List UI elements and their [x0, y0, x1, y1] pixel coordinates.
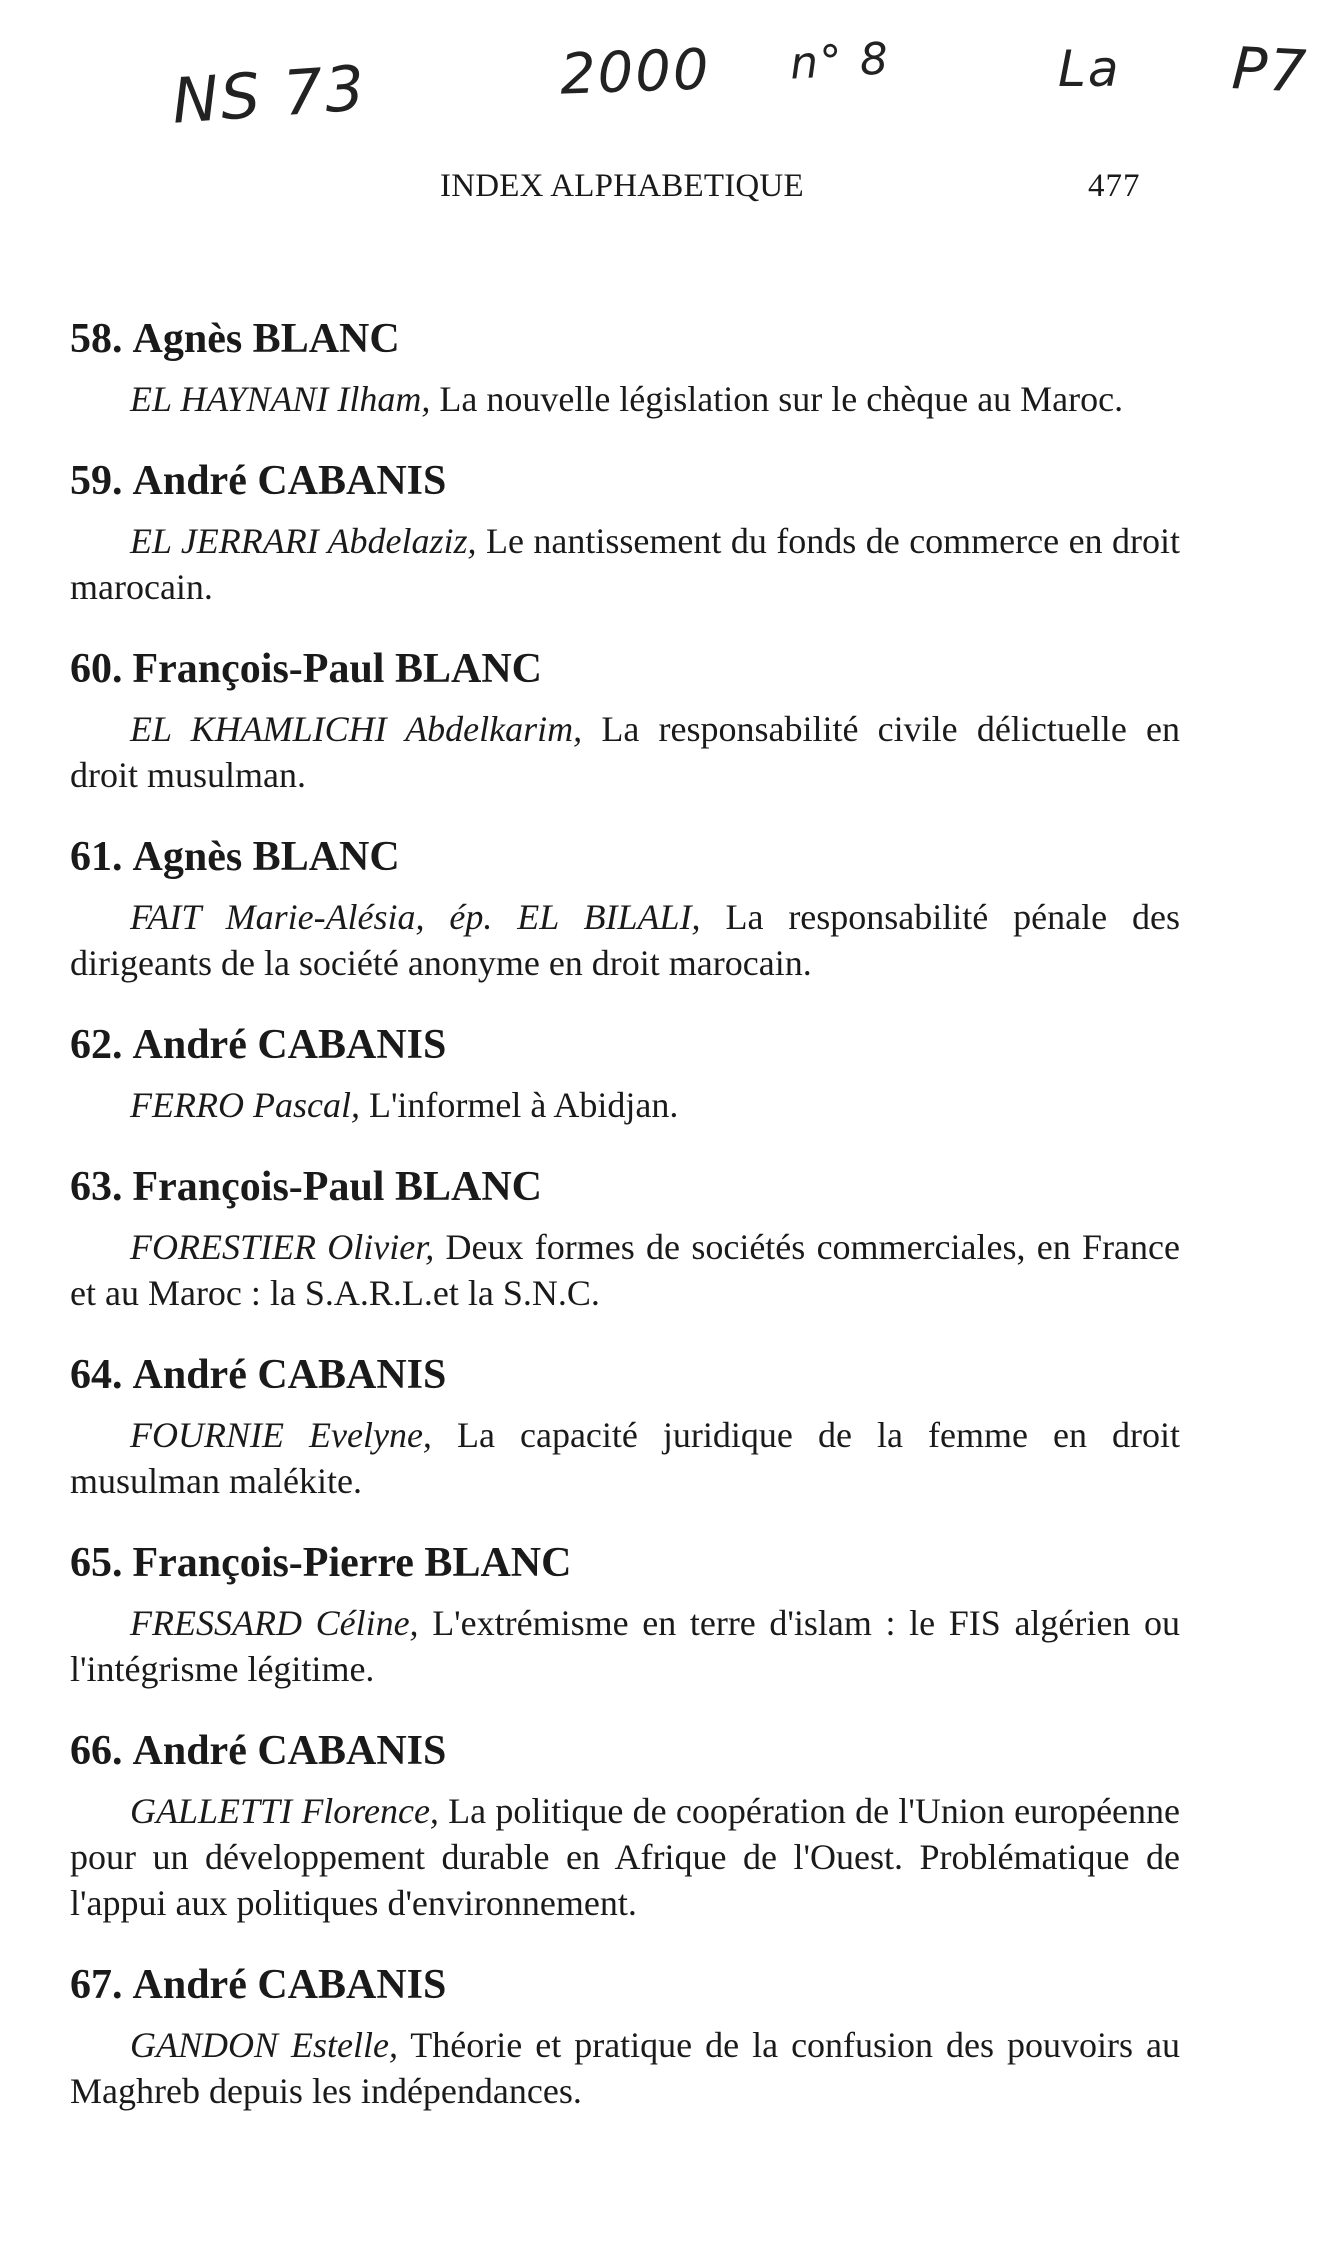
supervisor-name: André CABANIS — [132, 1962, 447, 2008]
entry-description — [70, 894, 1180, 986]
entry-description — [70, 1412, 1180, 1504]
entry-number: 60. — [70, 646, 123, 692]
entry-title: Le nantissement du fonds de commerce en droit marocain. — [70, 521, 1180, 607]
entry-author: FRESSARD Céline, — [130, 1603, 419, 1643]
entry-number: 59. — [70, 458, 123, 504]
entry-number: 61. — [70, 834, 123, 880]
supervisor-name: André CABANIS — [132, 458, 447, 504]
handwritten-note: P7 — [1230, 34, 1310, 106]
entry-heading — [70, 1536, 1180, 1590]
entry-title: La capacité juridique de la femme en droit musulman malékite. — [70, 1415, 1180, 1501]
entry-description — [70, 1788, 1180, 1926]
entry-description — [70, 2022, 1180, 2114]
entry-title: L'extrémisme en terre d'islam : le FIS algérien ou l'intégrisme légitime. — [70, 1603, 1180, 1689]
handwritten-annotations — [0, 30, 1344, 140]
supervisor-name: André CABANIS — [132, 1352, 447, 1398]
supervisor-name: Agnès BLANC — [132, 834, 400, 880]
supervisor-name: André CABANIS — [132, 1022, 447, 1068]
entry-description — [70, 1224, 1180, 1316]
entry-author: EL HAYNANI Ilham, — [130, 379, 431, 419]
supervisor-name: François-Paul BLANC — [132, 646, 542, 692]
index-entry — [70, 1536, 1180, 1692]
entry-author: EL JERRARI Abdelaziz, — [130, 521, 477, 561]
index-entry — [70, 830, 1180, 986]
entry-number: 62. — [70, 1022, 123, 1068]
handwritten-note: La — [1058, 40, 1121, 98]
entry-description — [70, 1082, 1180, 1128]
entry-heading — [70, 1018, 1180, 1072]
entry-description — [70, 706, 1180, 798]
entry-number: 66. — [70, 1728, 123, 1774]
entry-heading — [70, 454, 1180, 508]
index-entry — [70, 1958, 1180, 2114]
running-head — [0, 168, 1344, 218]
entry-description — [70, 518, 1180, 610]
entry-title: La responsabilité civile délictuelle en droit musulman. — [70, 709, 1180, 795]
supervisor-name: François-Paul BLANC — [132, 1164, 542, 1210]
entry-number: 58. — [70, 316, 123, 362]
index-entry — [70, 1724, 1180, 1926]
index-entries — [70, 312, 1180, 2146]
entry-author: FAIT Marie-Alésia, ép. EL BILALI, — [130, 897, 701, 937]
index-entry — [70, 1160, 1180, 1316]
entry-title: La politique de coopération de l'Union européenne pour un développement durable en Afrique de l'Ouest. Problématique de l'appui aux politiques d'environnement. — [70, 1791, 1180, 1923]
index-entry — [70, 642, 1180, 798]
handwritten-note: 2000 — [558, 37, 712, 108]
entry-author: FERRO Pascal, — [130, 1085, 360, 1125]
entry-title: Théorie et pratique de la confusion des pouvoirs au Maghreb depuis les indépendances. — [70, 2025, 1180, 2111]
entry-heading — [70, 1958, 1180, 2012]
running-title: INDEX ALPHABETIQUE — [440, 168, 804, 204]
index-entry — [70, 454, 1180, 610]
entry-title: La nouvelle législation sur le chèque au Maroc. — [430, 379, 1124, 419]
page-number: 477 — [1088, 168, 1141, 204]
supervisor-name: François-Pierre BLANC — [132, 1540, 572, 1586]
entry-number: 63. — [70, 1164, 123, 1210]
entry-number: 67. — [70, 1962, 123, 2008]
entry-heading — [70, 642, 1180, 696]
entry-author: GANDON Estelle, — [130, 2025, 398, 2065]
entry-title: L'informel à Abidjan. — [359, 1085, 679, 1125]
entry-author: EL KHAMLICHI Abdelkarim, — [130, 709, 583, 749]
entry-number: 65. — [70, 1540, 123, 1586]
supervisor-name: Agnès BLANC — [132, 316, 400, 362]
entry-title: Deux formes de sociétés commerciales, en France et au Maroc : la S.A.R.L.et la S.N.C. — [70, 1227, 1180, 1313]
handwritten-note: n° 8 — [788, 33, 892, 90]
entry-author: FOURNIE Evelyne, — [130, 1415, 432, 1455]
entry-heading — [70, 312, 1180, 366]
entry-number: 64. — [70, 1352, 123, 1398]
entry-author: FORESTIER Olivier, — [130, 1227, 435, 1267]
entry-heading — [70, 1348, 1180, 1402]
entry-heading — [70, 1160, 1180, 1214]
index-entry — [70, 1348, 1180, 1504]
supervisor-name: André CABANIS — [132, 1728, 447, 1774]
entry-description — [70, 1600, 1180, 1692]
index-entry — [70, 312, 1180, 422]
entry-title: La responsabilité pénale des dirigeants de la société anonyme en droit marocain. — [70, 897, 1180, 983]
entry-heading — [70, 830, 1180, 884]
handwritten-note: NS 73 — [169, 51, 369, 138]
entry-heading — [70, 1724, 1180, 1778]
entry-description — [70, 376, 1180, 422]
index-entry — [70, 1018, 1180, 1128]
entry-author: GALLETTI Florence, — [130, 1791, 439, 1831]
